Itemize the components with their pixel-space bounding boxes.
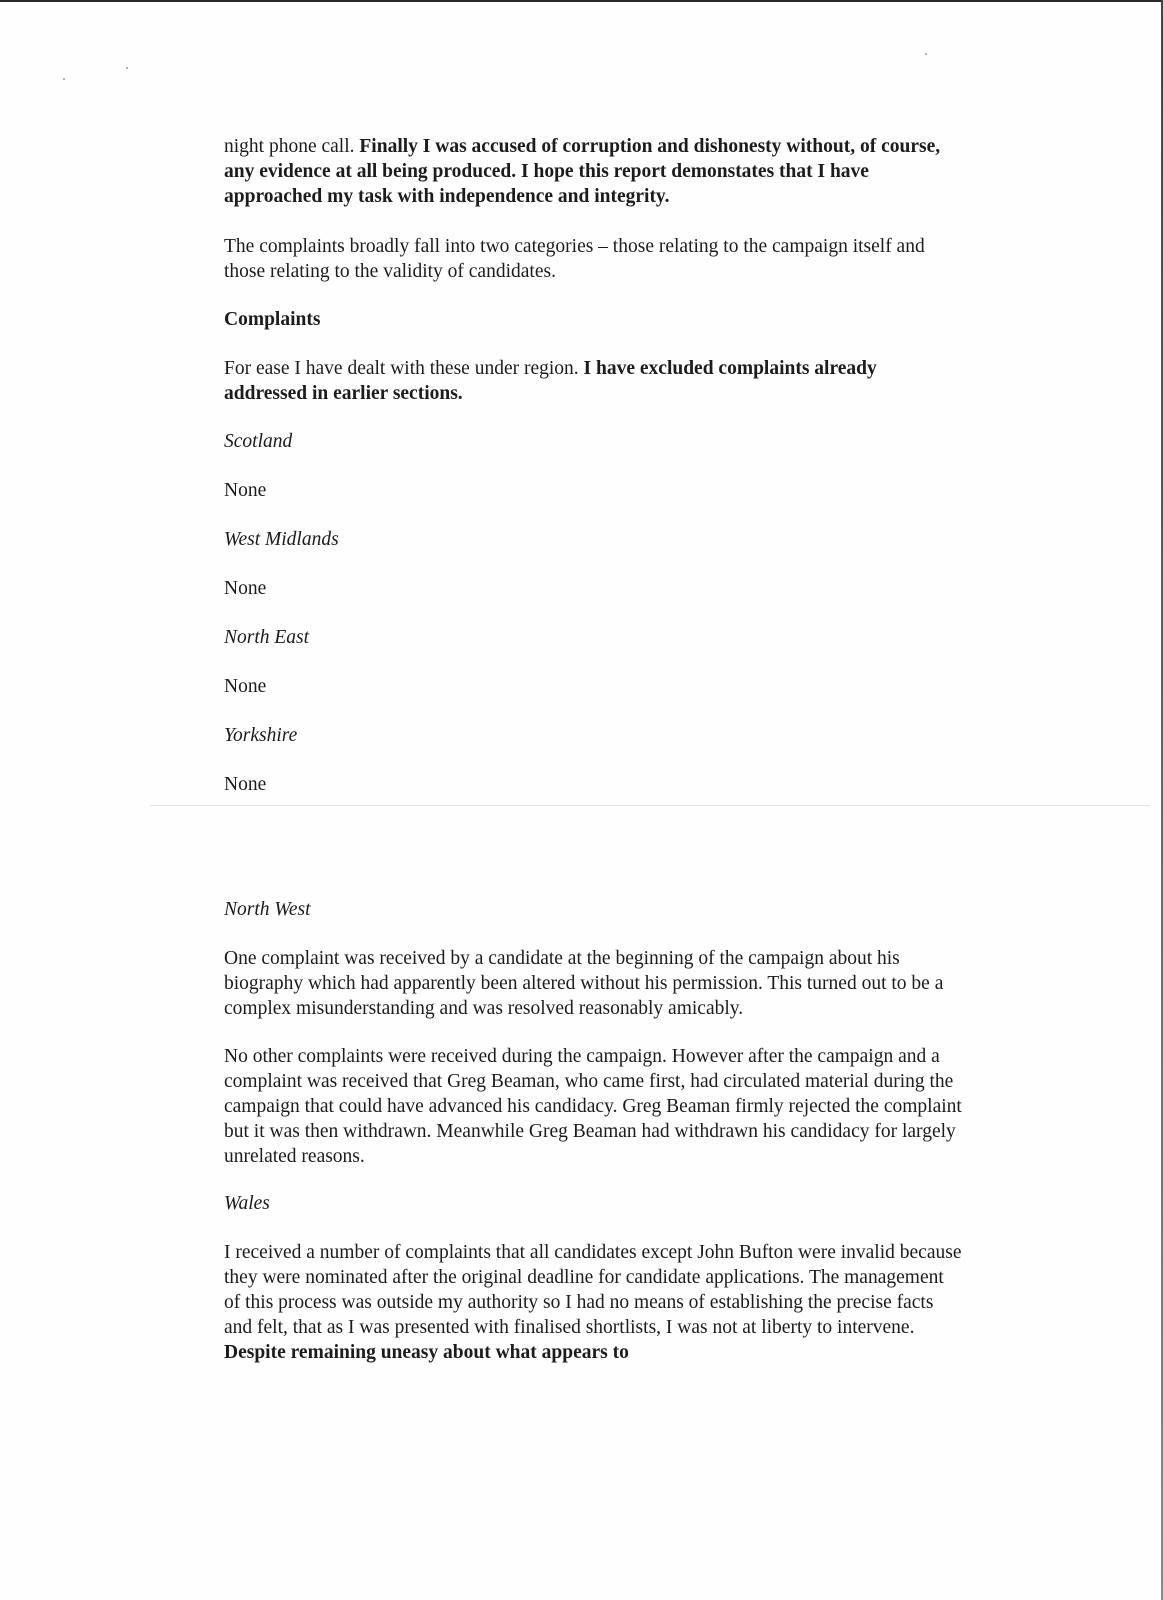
scan-speck (925, 53, 927, 55)
region-text-north-east: None (224, 676, 267, 697)
wales-bold: Despite remaining uneasy about what appears to (224, 1342, 629, 1363)
region-heading-north-west: North West (224, 899, 311, 920)
scan-speck (63, 78, 65, 80)
ease-paragraph (224, 356, 964, 406)
region-text-scotland: None (224, 480, 267, 501)
region-heading-scotland: Scotland (224, 431, 293, 452)
region-heading-west-midlands: West Midlands (224, 529, 339, 550)
paper-fold-line (150, 805, 1150, 806)
wales-lead: I received a number of complaints that all candidates except John Bufton were invalid because they were nominated after the original deadline for candidate applications. The management of this process was outside my authority so I had no means of establishing the precise facts and felt, that as I was presented with finalised shortlists, I was not at liberty to intervene. (224, 1242, 962, 1338)
scan-edge-top (0, 0, 1163, 2)
intro-bold: Finally I was accused of corruption and dishonesty without, of course, any evidence at all being produced. I hope this report demonstates that I have approached my task with independence and integrity. (224, 136, 941, 207)
region-heading-north-east: North East (224, 627, 310, 648)
region-text-west-midlands: None (224, 578, 267, 599)
ease-bold: I have excluded complaints already addressed in earlier sections. (224, 358, 877, 404)
ease-lead: For ease I have dealt with these under region. (224, 358, 579, 379)
section-heading: Complaints (224, 309, 321, 330)
wales-paragraph (224, 1240, 964, 1365)
scan-speck (126, 67, 128, 69)
categories-paragraph: The complaints broadly fall into two categories – those relating to the campaign itself and those relating to the validity of candidates. (224, 236, 925, 282)
intro-lead: night phone call. (224, 136, 355, 157)
intro-paragraph (224, 134, 964, 209)
north-west-paragraph-2: No other complaints were received during the campaign. However after the campaign and a complaint was received that Greg Beaman, who came first, had circulated material during the campaign that could have advanced his candidacy. Greg Beaman firmly rejected the complaint but it was then withdrawn. Meanwhile Greg Beaman had withdrawn his candidacy for largely unrelated reasons. (224, 1046, 962, 1167)
region-heading-wales: Wales (224, 1193, 270, 1214)
region-text-yorkshire: None (224, 774, 267, 795)
region-heading-yorkshire: Yorkshire (224, 725, 298, 746)
north-west-paragraph-1: One complaint was received by a candidate at the beginning of the campaign about his biography which had apparently been altered without his permission. This turned out to be a complex misunderstanding and was resolved reasonably amicably. (224, 948, 944, 1019)
